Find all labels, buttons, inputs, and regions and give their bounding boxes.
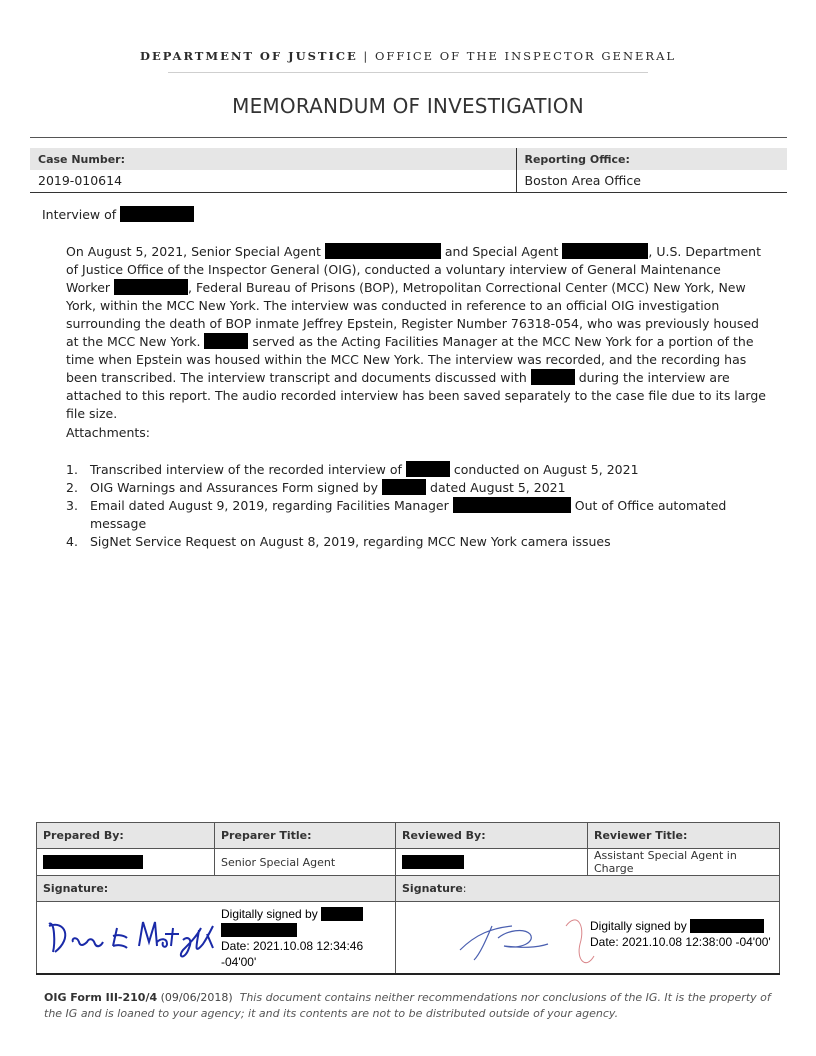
signature-label-left: Signature:: [37, 876, 396, 902]
attachments-label: Attachments:: [66, 425, 151, 440]
department-name: DEPARTMENT OF JUSTICE: [139, 49, 358, 63]
list-text: dated August 5, 2021: [430, 480, 566, 495]
list-number: 2.: [66, 480, 78, 495]
redaction-box: [120, 206, 194, 222]
reviewed-by-label: Reviewed By:: [396, 823, 588, 849]
list-number: 4.: [66, 534, 78, 549]
narrative-text: , U.S. Department of Justice Office of the Inspector General (OIG), conducted a voluntary interview of General Maintenance Worker: [66, 244, 761, 295]
reporting-office-label: Reporting Office:: [516, 148, 787, 170]
narrative-text: , Federal Bureau of Prisons (BOP), Metropolitan Correctional Center (MCC) New York, New York, within the MCC New York. The interview was conducted in reference to an official OIG investigation surrounding the death of BOP inmate Jeffrey Epstein, Register Number 76318-054, who was previously housed at the MCC New York.: [66, 280, 759, 349]
list-item: [66, 461, 746, 479]
list-text: Transcribed interview of the recorded interview of: [90, 462, 402, 477]
list-text: OIG Warnings and Assurances Form signed by: [90, 480, 379, 495]
redaction-box: [453, 497, 571, 513]
signoff-table: [36, 822, 780, 975]
header-divider: [168, 72, 648, 73]
redaction-box: [531, 369, 575, 385]
list-number: 1.: [66, 462, 78, 477]
redaction-box: [382, 479, 426, 495]
case-number-label: Case Number:: [30, 148, 516, 170]
list-number: 3.: [66, 498, 78, 513]
redaction-box: [406, 461, 450, 477]
reporting-office-value: Boston Area Office: [516, 170, 787, 192]
form-date: (09/06/2018): [160, 991, 233, 1004]
signature-tz: -04'00': [221, 955, 257, 969]
narrative-text: and Special Agent: [444, 244, 559, 259]
handwritten-signature-icon: [43, 908, 223, 972]
page-title: MEMORANDUM OF INVESTIGATION: [232, 94, 584, 118]
preparer-title-label: Preparer Title:: [215, 823, 396, 849]
list-text: Out of Office automated message: [90, 498, 727, 531]
reviewer-name-cell: [396, 849, 588, 876]
narrative-text: served as the Acting Facilities Manager at the MCC New York for a portion of the time when Epstein was housed within the MCC New York. The interview was recorded, and the recording has been transcribed. The interview transcript and documents discussed with: [66, 334, 754, 385]
footer-notice: This document contains neither recommendations nor conclusions of the IG. It is the property of the IG and is loaned to your agency; it and its contents are not to be distributed outside of your agency.: [44, 991, 771, 1020]
redaction-box: [690, 919, 764, 933]
form-footer: [44, 990, 784, 1022]
redaction-box: [43, 855, 143, 869]
narrative-text: during the interview are attached to this report. The audio recorded interview has been saved separately to the case file due to its large file size.: [66, 370, 766, 421]
redaction-box: [114, 279, 188, 295]
list-item: [66, 479, 746, 497]
digital-signature-text: Digitally signed by: [590, 919, 687, 933]
redaction-box: [325, 243, 441, 259]
signature-label-text: Signature: [402, 882, 463, 895]
office-name: OFFICE OF THE INSPECTOR GENERAL: [374, 49, 677, 63]
redaction-box: [402, 855, 464, 869]
signature-label-right: [396, 876, 780, 902]
signature-label-colon: :: [462, 882, 467, 895]
redaction-box: [321, 907, 363, 921]
list-item: [66, 533, 746, 551]
interview-of-label: Interview of: [42, 207, 117, 222]
interview-subject: [42, 206, 194, 222]
header-separator: |: [363, 49, 370, 63]
list-text: Email dated August 9, 2019, regarding Facilities Manager: [90, 498, 449, 513]
redaction-box: [204, 333, 248, 349]
signature-date: Date: 2021.10.08 12:38:00 -04'00': [590, 935, 771, 949]
digital-signature-text: Digitally signed by: [221, 907, 318, 921]
prepared-by-label: Prepared By:: [37, 823, 215, 849]
digital-signature-line: [590, 918, 771, 934]
attachments-list: [66, 461, 746, 551]
reviewer-signature-cell: [396, 902, 780, 974]
preparer-signature-cell: [37, 902, 396, 974]
digital-signature-line: [221, 906, 363, 922]
digital-signature-line: [221, 922, 363, 938]
signature-date: Date: 2021.10.08 12:34:46: [221, 939, 364, 953]
digital-signature-block: [590, 918, 771, 950]
title-divider: [30, 137, 787, 138]
narrative-text: On August 5, 2021, Senior Special Agent: [66, 244, 321, 259]
list-item: [66, 497, 746, 533]
reviewer-title-value: Assistant Special Agent in Charge: [588, 849, 780, 876]
reviewer-title-label: Reviewer Title:: [588, 823, 780, 849]
digital-signature-block: [221, 906, 363, 970]
redaction-box: [221, 923, 297, 937]
preparer-title-value: Senior Special Agent: [215, 849, 396, 876]
handwritten-signature-icon: [436, 904, 596, 974]
case-number-value: 2019-010614: [30, 170, 516, 192]
list-text: conducted on August 5, 2021: [453, 462, 639, 477]
list-text: SigNet Service Request on August 8, 2019, regarding MCC New York camera issues: [90, 534, 611, 549]
preparer-name-cell: [37, 849, 215, 876]
redaction-box: [562, 243, 648, 259]
case-info-table: [30, 148, 787, 193]
form-number: OIG Form III-210/4: [44, 991, 158, 1004]
agency-header: [0, 49, 816, 63]
narrative-paragraph: [66, 243, 766, 423]
